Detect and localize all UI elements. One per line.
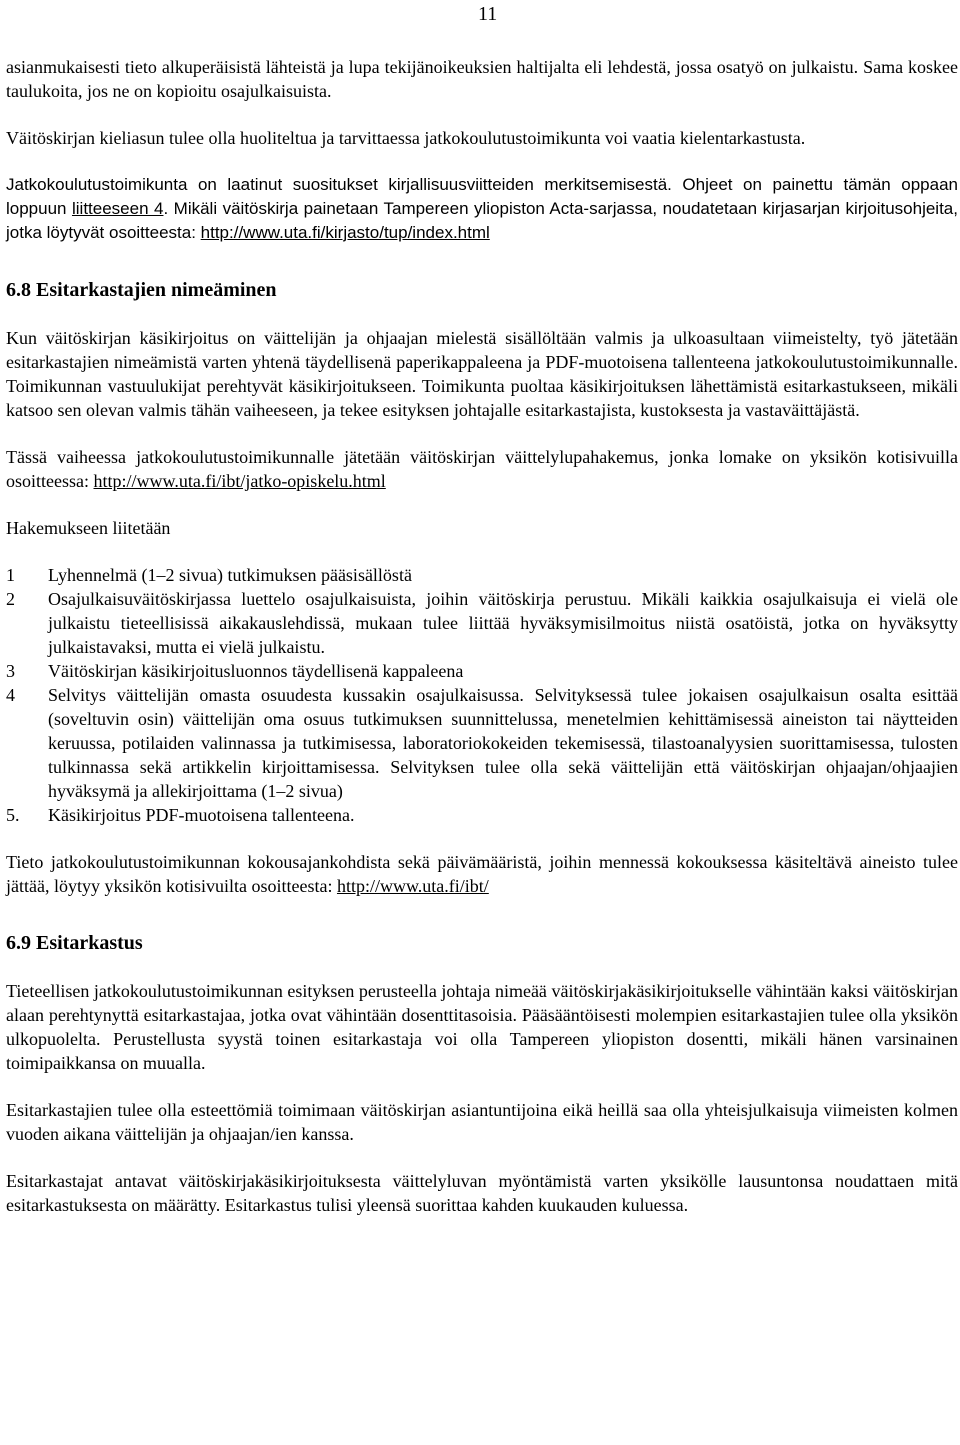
appendix-link[interactable]: liitteeseen 4 <box>71 199 164 218</box>
paragraph-manuscript: Kun väitöskirjan käsikirjoitus on väittelijän ja ohjaajan mielestä sisällöltään valmis ja ulkoasultaan viimeistelty, työ jätetään esitarkastajien nimeämistä varten yhtenä täydellisenä paperikappaleena ja PDF-muotoisena tallenteena jatkokoulutustoimikunnalle. Toimikunnan vastuulukijat perehtyvät käsikirjoitukseen. Toimikunta puoltaa käsikirjoituksen lähettämistä esitarkastukseen, mikäli katsoo sen olevan valmis tähän vaiheeseen, ja tekee esityksen johtajalle esitarkastajista, kustoksesta ja vastaväittäjästä. <box>6 328 958 420</box>
list-item <box>6 563 958 587</box>
list-item-text: Osajulkaisuväitöskirjassa luettelo osajulkaisuista, joihin väitöskirja perustuu. Mikäli kaikkia osajulkaisuja ei vielä ole julkaistu tieteellisissä aikakauslehdissä, mukaan tulee liittää hyväksymisilmoitus niistä osatöistä, jotka on hyväksytty julkaistavaksi, mutta ei vielä julkaistu. <box>48 589 958 657</box>
paragraph-reviewers: Tieteellisen jatkokoulutustoimikunnan esityksen perusteella johtaja nimeää väitöskirjakäsikirjoitukselle vähintään kaksi väitöskirjan alaan perehtynyttä esitarkastajaa, jotka ovat vähintään dosenttitasoisia. Pääsääntöisesti molempien esitarkastajien tulee olla yksikön ulkopuolelta. Perustellusta syystä toinen esitarkastaja voi olla Tampereen yliopiston dosentti, mikäli hänen varsinainen toimipaikkansa on muualla. <box>6 981 958 1073</box>
paragraph-application <box>6 445 958 493</box>
paragraph-meeting-dates <box>6 850 958 898</box>
paragraph-copyright: asianmukaisesti tieto alkuperäisistä lähteistä ja lupa tekijänoikeuksien haltijalta eli lehdestä, jossa osatyö on julkaistu. Sama koskee taulukoita, jos ne on kopioitu osajulkaisuista. <box>6 57 958 101</box>
kirjasto-url-link[interactable]: http://www.uta.fi/kirjasto/tup/index.html <box>200 223 490 242</box>
attachments-intro: Hakemukseen liitetään <box>6 518 171 538</box>
list-item <box>6 683 958 803</box>
ibt-home-link[interactable]: http://www.uta.fi/ibt/ <box>336 876 489 896</box>
meeting-dates-text: Tieto jatkokoulutustoimikunnan kokousajankohdista sekä päivämääristä, joihin mennessä kokouksessa käsiteltävä aineisto tulee jättää, löytyy yksikön kotisivuilta osoitteesta: <box>6 852 958 896</box>
list-item-number: 4 <box>6 685 15 705</box>
list-item-number: 1 <box>6 565 15 585</box>
list-item-text: Selvitys väittelijän omasta osuudesta kussakin osajulkaisussa. Selvityksessä tulee jokaisen osajulkaisun osalta esittää (soveltuvin osin) väittelijän oma osuus tutkimuksen suunnittelussa, menetelmien kehittämisessä aineiston tai näytteiden keruussa, potilaiden valinnassa ja tutkimisessa, laboratoriokokeiden tekemisessä, tilastoanalyysien suorittamisessa, tulosten tulkinnassa sekä artikkelin kirjoittamisessa. Selvityksen tulee olla sekä väittelijän että väitöskirjan ohjaajan/ohjaajien hyväksymä ja allekirjoittama (1–2 sivua) <box>48 685 958 801</box>
document-body <box>6 55 958 1217</box>
references-text-b: . Mikäli väitöskirja painetaan Tampereen yliopiston Acta-sarjassa, noudatetaan kirjasarjan kirjoitusohjeita, jotka löytyvät osoitteesta: <box>6 199 958 242</box>
list-item-number: 5. <box>6 805 20 825</box>
list-item <box>6 659 958 683</box>
list-item-text: Väitöskirjan käsikirjoitusluonnos täydellisenä kappaleena <box>48 661 464 681</box>
list-item-text: Lyhennelmä (1–2 sivua) tutkimuksen pääsisällöstä <box>48 565 412 585</box>
list-item <box>6 587 958 659</box>
section-heading-6-9: 6.9 Esitarkastus <box>6 932 143 954</box>
paragraph-statements: Esitarkastajat antavat väitöskirjakäsikirjoituksesta väittelyluvan myöntämistä varten yksikölle lausuntonsa noudattaen mitä esitarkastuksesta on määrätty. Esitarkastus tulisi yleensä suorittaa kahden kuukauden kuluessa. <box>6 1171 958 1215</box>
list-item <box>6 803 958 827</box>
page-number: 11 <box>478 3 498 25</box>
section-heading-6-8: 6.8 Esitarkastajien nimeäminen <box>6 279 277 301</box>
jatko-opiskelu-link[interactable]: http://www.uta.fi/ibt/jatko-opiskelu.html <box>93 471 386 491</box>
list-item-text: Käsikirjoitus PDF-muotoisena tallenteena. <box>48 805 355 825</box>
list-item-number: 3 <box>6 661 15 681</box>
attachments-list <box>6 563 958 827</box>
paragraph-language-check: Väitöskirjan kieliasun tulee olla huoliteltua ja tarvittaessa jatkokoulutustoimikunta voi vaatia kielentarkastusta. <box>6 128 806 148</box>
paragraph-conflicts: Esitarkastajien tulee olla esteettömiä toimimaan väitöskirjan asiantuntijoina eikä heillä saa olla yhteisjulkaisuja viimeisten kolmen vuoden aikana väittelijän ja ohjaajan/ien kanssa. <box>6 1100 958 1144</box>
list-item-number: 2 <box>6 589 15 609</box>
paragraph-references <box>6 173 958 245</box>
references-text-a: Jatkokoulutustoimikunta on laatinut suositukset kirjallisuusviitteiden merkitsemisestä. Ohjeet on painettu tämän oppaan loppuun <box>6 175 958 218</box>
application-text: Tässä vaiheessa jatkokoulutustoimikunnalle jätetään väitöskirjan väittelylupahakemus, jonka lomake on yksikön kotisivuilla osoitteessa: <box>6 447 958 491</box>
